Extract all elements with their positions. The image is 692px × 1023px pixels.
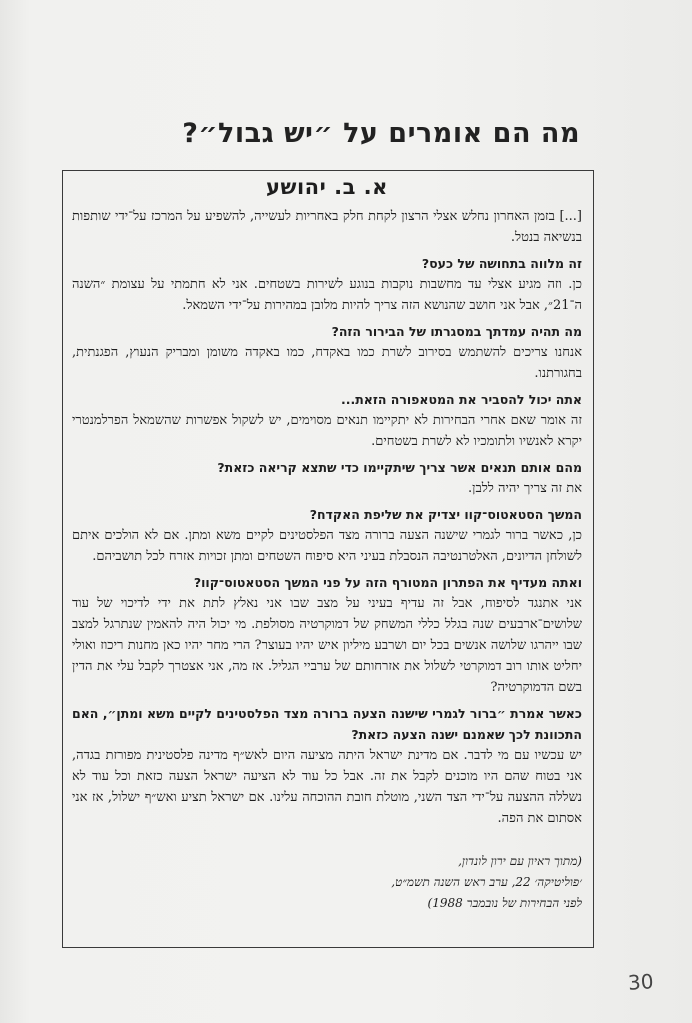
question: מה תהיה עמדתך במסגרתו של הבירור הזה?	[331, 324, 582, 339]
page-number: 30	[627, 969, 655, 995]
question: זה מלווה בתחושה של כעס?	[421, 256, 582, 271]
answer: כן. וזה מגיע אצלי עד מחשבות נוקבות בנוגע לשירות בשטחים. אני לא חתמתי על עצומת ״השנה ה־21״, אבל אני חושב שהנושא הזה צריך להיות מלובן במהירות על־ידי השמאל.	[72, 277, 582, 313]
answer: זה אומר שאם אחרי הבחירות לא יתקיימו תנאים מסוימים, יש לשקול אפשרות שהשמאל הפרלמנטרי יקרא לאנשיו ולתומכיו לא לשרת בשטחים.	[72, 413, 582, 449]
answer: כן, כאשר ברור לגמרי שישנה הצעה ברורה מצד הפלסטינים לקיים משא ומתן. אם לא הולכים איתם לשולחן הדיונים, האלטרנטיבה הנסבלת בעיני היא סיפוח השטחים ומתן זכויות אזרח לכל תושביהם.	[72, 528, 582, 564]
page-title: מה הם אומרים על ״יש גבול״?	[182, 118, 580, 149]
question: המשך הסטאטוס־קוו יצדיק את שליפת האקדח?	[309, 507, 582, 522]
author-name: א. ב. יהושע	[266, 175, 388, 199]
source-line: (מתוך ראיון עם ירון לונדון,	[458, 854, 582, 868]
question: ואתה מעדיף את הפתרון המטורף הזה על פני המשך הסטאטוס־קוו?	[193, 575, 582, 590]
answer: אנחנו צריכים להשתמש בסירוב לשרת כמו באקדח, כמו באקדה משומן ומבריק הנעוץ, הפגנתית, בחגורתנו.	[72, 345, 582, 381]
article-content	[72, 175, 582, 914]
question: אתה יכול להסביר את המטאפורה הזאת...	[340, 392, 582, 407]
source-line: לפני הבחירות של נובמבר 1988)	[427, 896, 582, 910]
question: מהם אותם תנאים אשר צריך שיתקיימו כדי שתצא קריאה כזאת?	[217, 460, 582, 475]
intro-paragraph: [...] בזמן האחרון נחלש אצלי הרצון לקחת חלק באחריות לעשייה, להשפיע על המרכז על־ידי שותפות בנשיאה בנטל.	[72, 209, 582, 245]
answer: אני אתנגד לסיפוח, אבל זה עדיף בעיני על מצב שבו אני נאלץ לתת את ידי לדיכוי של עוד שלושים־ארבעים שנה בגלל כללי המשחק של דמוקרטיה מסולפת. מי יכול היה להאמין שנתרגל למצב שבו ייהרגו שלושה אנשים בכל יום ושרבע מיליון איש יהיו בעוצר? הרי מחר יהיו כאן מחנות ריכוז ואולי יחליט אותו רוב דמוקרטי לשלול את אזרחותם של ערביי הגליל. אז מה, אני אצטרך לקבל עלי את הדין בשם הדמוקרטיה?	[72, 596, 582, 695]
question: כאשר אמרת ״ברור לגמרי שישנה הצעה ברורה מצד הפלסטינים לקיים משא ומתן״, האם התכוונת לכך שאמנם ישנה הצעה כזאת?	[72, 706, 582, 742]
source-line: ׳פוליטיקה׳ 22, ערב ראש השנה תשמ״ט,	[391, 875, 582, 889]
source-citation	[72, 851, 582, 914]
answer: את זה צריך יהיה ללבן.	[468, 481, 582, 496]
answer: יש עכשיו עם מי לדבר. אם מדינת ישראל היתה מציעה היום לאש״ף מדינה פלסטינית מפורזת בגדה, אני בטוח שהם היו מוכנים לקבל את זה. אבל כל עוד לא הציעה ישראל הצעה כזאת וכל עוד לא נשללה ההצעה על־ידי הצד השני, מוטלת חובת ההוכחה עלינו. אם ישראל תציע ואש״ף ישלול, אז אני אסתום את הפה.	[72, 748, 582, 826]
